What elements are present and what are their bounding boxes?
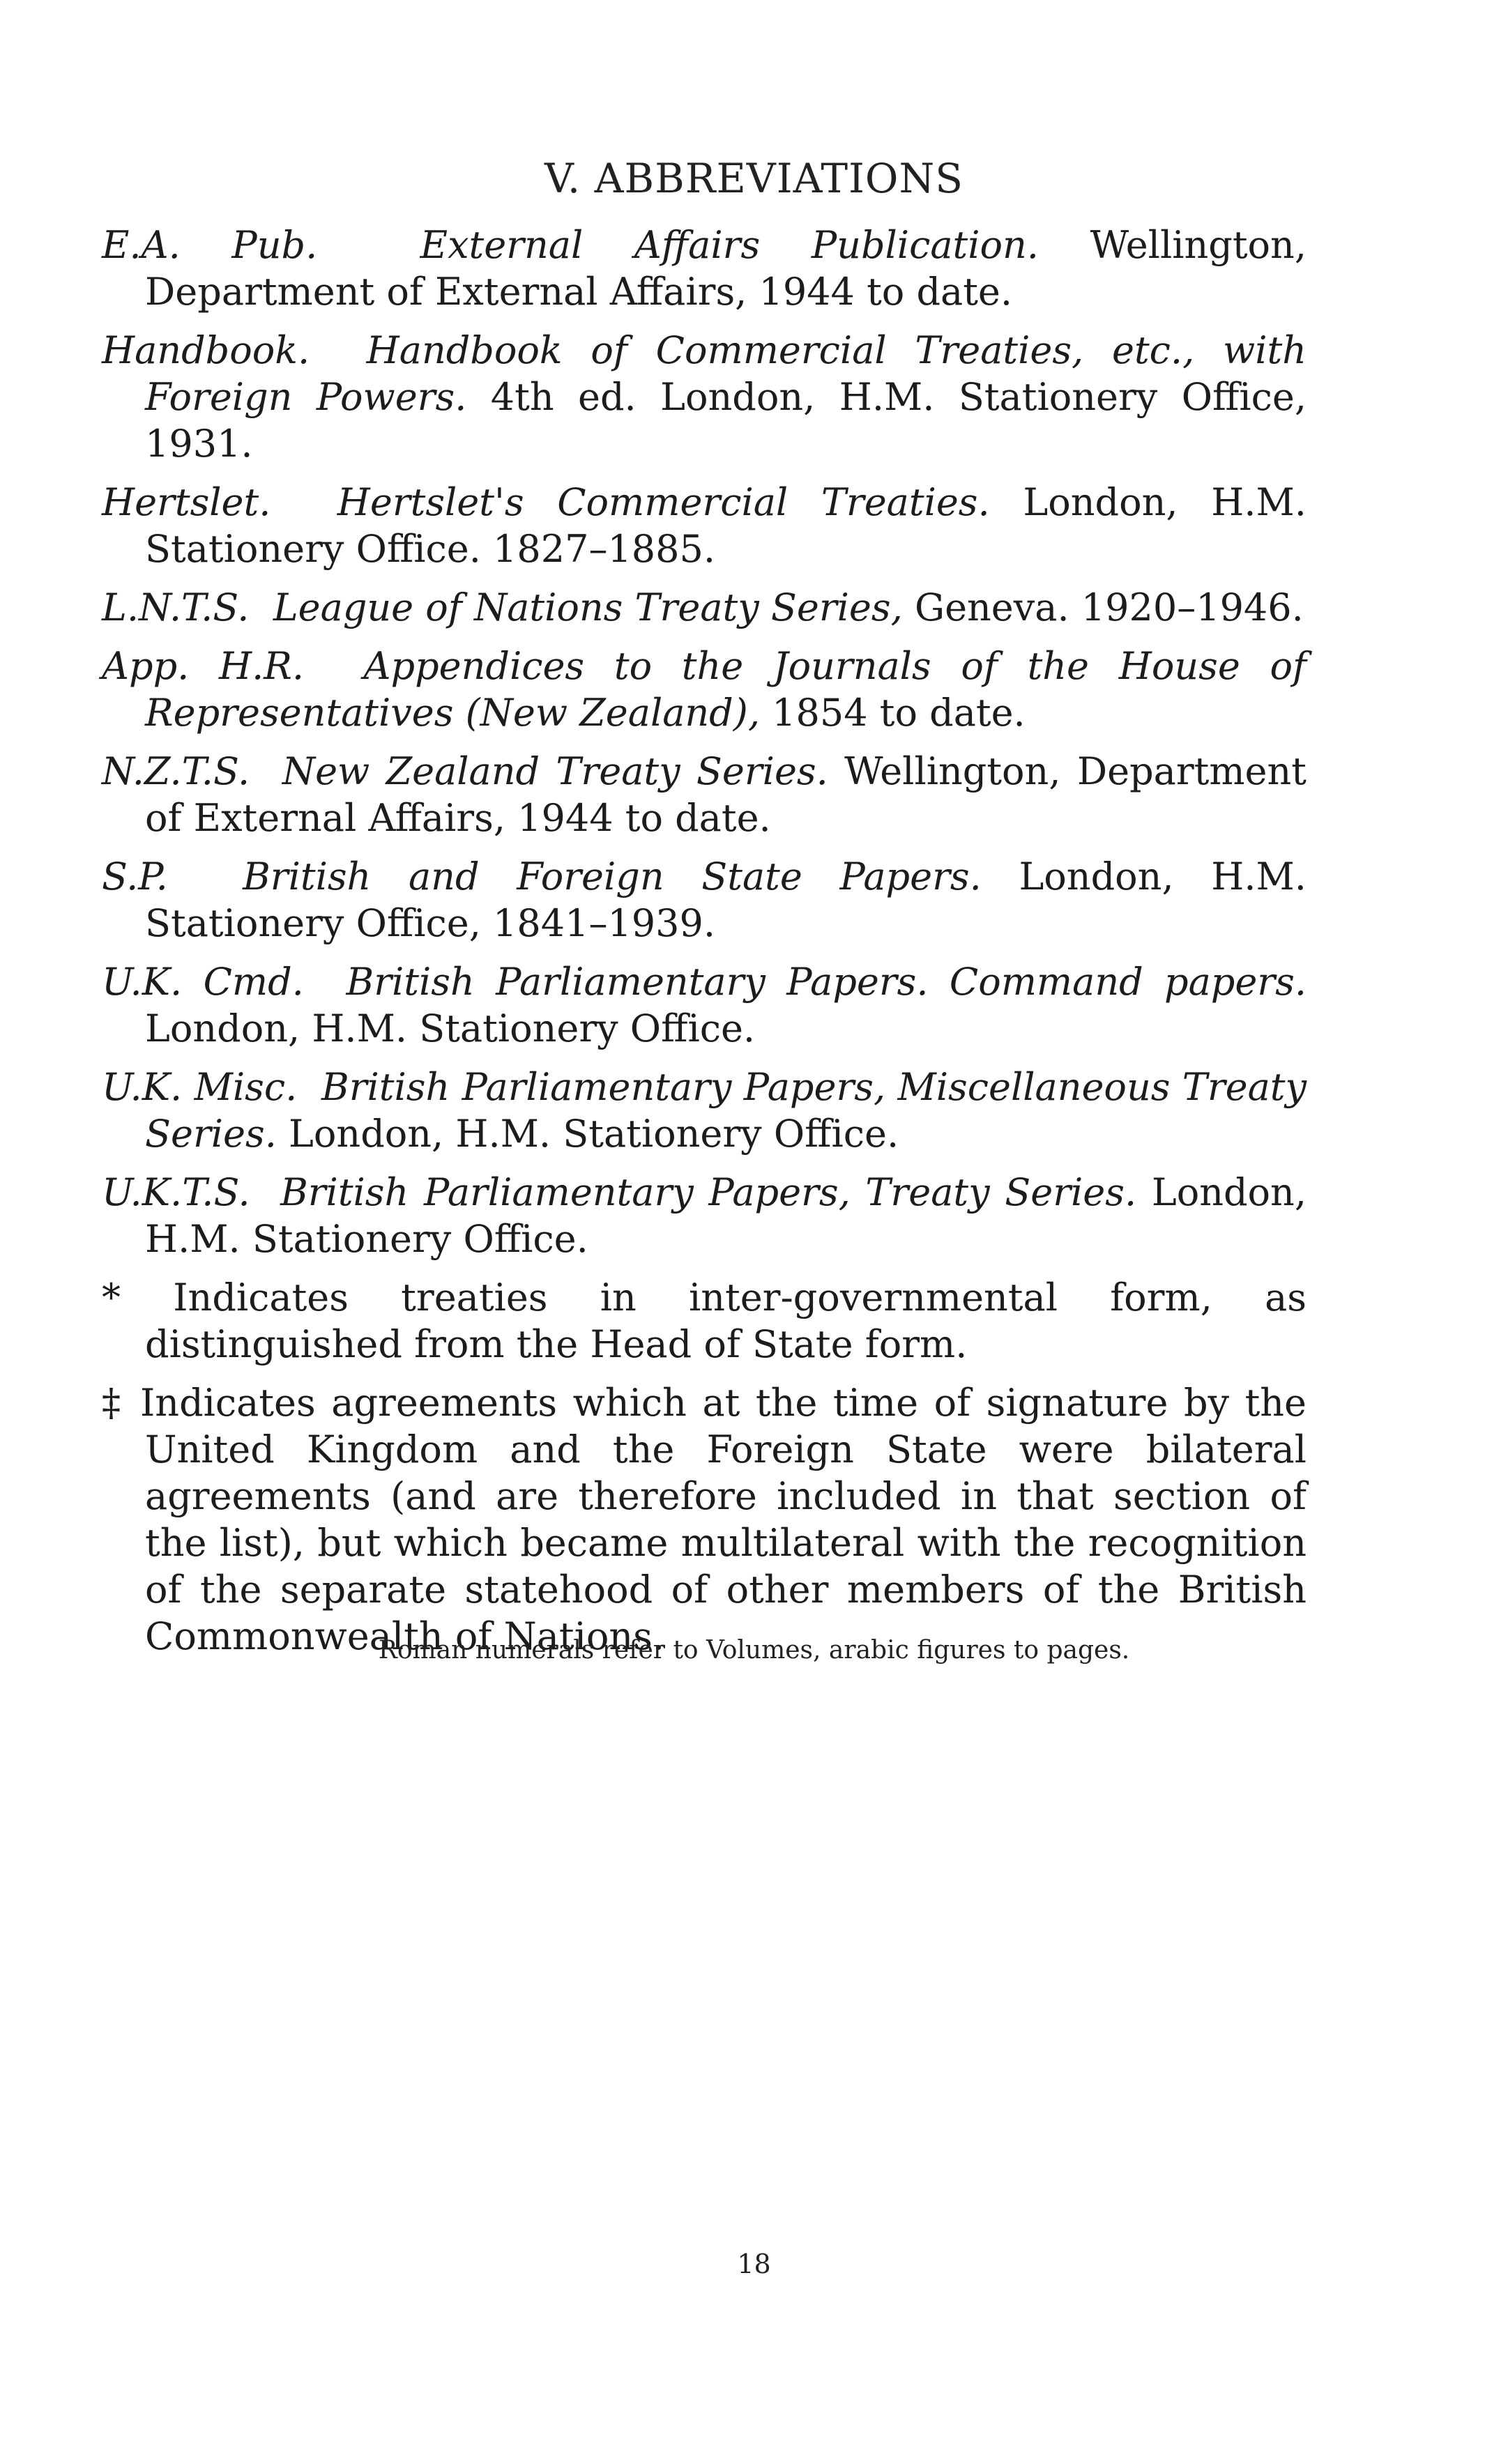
abbreviation-details: 4th ed. London, H.M. Stationery Office, 1931. <box>145 375 1307 466</box>
footnote: Roman numerals refer to Volumes, arabic figures to pages. <box>378 1636 1130 1665</box>
abbreviation-term: U.K.T.S. <box>102 1170 250 1214</box>
double-dagger-symbol: ‡ <box>102 1381 125 1425</box>
abbreviation-title: British Parliamentary Papers, Treaty Series. <box>280 1170 1137 1214</box>
abbreviation-details: London, H.M. Stationery Office. <box>145 1170 1307 1261</box>
abbreviation-entry <box>102 643 1307 736</box>
abbreviation-title: League of Nations Treaty Series, <box>273 586 903 629</box>
abbreviation-details: London, H.M. Stationery Office, 1841–1939. <box>145 855 1307 945</box>
abbreviation-list <box>102 222 1307 1671</box>
abbreviation-term: Handbook. <box>102 328 310 372</box>
abbreviation-title: External Affairs Publication. <box>420 223 1039 267</box>
abbreviation-title: Handbook of Commercial Treaties, etc., with Foreign Powers. <box>145 328 1307 419</box>
abbreviation-details: Wellington, Department of External Affairs, 1944 to date. <box>145 749 1307 840</box>
symbol-note-text: Indicates treaties in inter-governmental form, as distinguished from the Head of State form. <box>145 1276 1307 1366</box>
abbreviation-entry <box>102 479 1307 572</box>
abbreviation-details: Geneva. 1920–1946. <box>914 586 1304 629</box>
abbreviation-details: London, H.M. Stationery Office. 1827–1885. <box>145 480 1307 571</box>
symbol-note-text: Indicates agreements which at the time of signature by the United Kingdom and the Foreign State were bilateral agreements (and are therefore included in that section of the list), but which became multilateral with the recognition of the separate statehood of other members of the British Commonwealth of Nations. <box>139 1381 1307 1658</box>
abbreviation-title: British Parliamentary Papers. Command papers. <box>346 960 1307 1004</box>
abbreviation-entry <box>102 584 1307 631</box>
abbreviation-entry <box>102 327 1307 467</box>
abbreviation-term: N.Z.T.S. <box>102 749 250 793</box>
abbreviation-title: British and Foreign State Papers. <box>243 855 982 898</box>
symbol-note <box>102 1379 1307 1660</box>
abbreviation-entry <box>102 748 1307 841</box>
abbreviation-term: E.A. Pub. <box>102 223 318 267</box>
section-heading: V. ABBREVIATIONS <box>544 155 964 202</box>
asterisk-symbol: * <box>102 1276 121 1319</box>
abbreviation-entry <box>102 1064 1307 1157</box>
symbol-note <box>102 1274 1307 1368</box>
abbreviation-term: L.N.T.S. <box>102 586 250 629</box>
abbreviation-details: London, H.M. Stationery Office. <box>289 1112 899 1156</box>
abbreviation-term: S.P. <box>102 855 168 898</box>
page-number: 18 <box>737 2249 771 2279</box>
abbreviation-title: New Zealand Treaty Series. <box>282 749 828 793</box>
abbreviation-title: Hertslet's Commercial Treaties. <box>337 480 990 524</box>
abbreviation-entry <box>102 1169 1307 1262</box>
abbreviation-entry <box>102 222 1307 315</box>
abbreviation-term: App. H.R. <box>102 644 305 688</box>
abbreviation-details: Wellington, Department of External Affairs, 1944 to date. <box>145 223 1307 314</box>
abbreviation-details: 1854 to date. <box>772 691 1026 735</box>
abbreviation-title: Appendices to the Journals of the House of Representatives (New Zealand), <box>145 644 1307 735</box>
abbreviation-entry <box>102 853 1307 947</box>
abbreviation-entry <box>102 958 1307 1052</box>
abbreviation-details: London, H.M. Stationery Office. <box>145 1007 756 1050</box>
abbreviation-title: British Parliamentary Papers, Miscellaneous Treaty Series. <box>145 1065 1307 1156</box>
abbreviation-term: U.K. Cmd. <box>102 960 304 1004</box>
abbreviation-term: U.K. Misc. <box>102 1065 298 1109</box>
abbreviation-term: Hertslet. <box>102 480 271 524</box>
